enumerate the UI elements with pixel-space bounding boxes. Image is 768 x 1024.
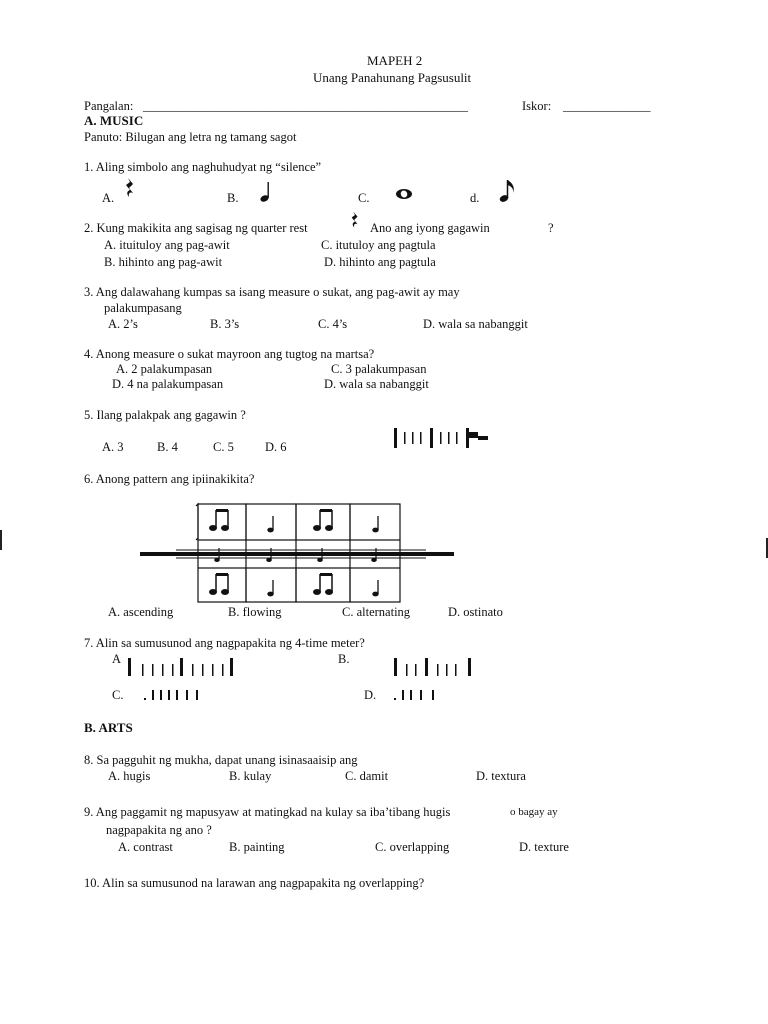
whole-note-icon bbox=[395, 188, 413, 200]
q7-option-d: D. bbox=[364, 688, 377, 702]
q2-option-b: B. hihinto ang pag-awit bbox=[104, 255, 223, 269]
quarter-rest-icon bbox=[350, 210, 360, 230]
question-10: 10. Alin sa sumusunod na larawan ang nagpapakita ng overlapping? bbox=[84, 876, 425, 890]
q1-option-d: d. bbox=[470, 191, 480, 205]
rhythm-sticks-figure bbox=[392, 426, 492, 452]
quarter-note-icon bbox=[259, 181, 271, 203]
name-line: ____________________________________________________ bbox=[143, 99, 468, 113]
q7-option-b: B. bbox=[338, 652, 350, 666]
q7-option-a: A bbox=[112, 652, 122, 666]
q6-option-c: C. alternating bbox=[342, 605, 411, 619]
section-b-title: B. ARTS bbox=[84, 720, 133, 735]
question-6: 6. Anong pattern ang ipiinakikita? bbox=[84, 472, 255, 486]
question-9: 9. Ang paggamit ng mapusyaw at matingkad na kulay sa iba’tibang hugis bbox=[84, 805, 451, 819]
document-subtitle: Unang Panahunang Pagsusulit bbox=[313, 70, 472, 85]
q7-rhythm-a bbox=[126, 656, 238, 678]
q6-option-d: D. ostinato bbox=[448, 605, 503, 619]
question-3: 3. Ang dalawahang kumpas sa isang measure o sukat, ang pag-awit ay may bbox=[84, 285, 460, 299]
q3-option-c: C. 4’s bbox=[318, 317, 348, 331]
q8-option-b: B. kulay bbox=[229, 769, 272, 783]
q2-option-c: C. itutuloy ang pagtula bbox=[321, 238, 436, 252]
question-9-continued: nagpapakita ng ano ? bbox=[106, 823, 212, 837]
question-4: 4. Anong measure o sukat mayroon ang tugtog na martsa? bbox=[84, 347, 375, 361]
q4-option-c: C. 3 palakumpasan bbox=[331, 362, 427, 376]
instructions: Panuto: Bilugan ang letra ng tamang sagot bbox=[84, 130, 297, 144]
q7-rhythm-d bbox=[392, 686, 442, 702]
q7-rhythm-b bbox=[392, 656, 476, 678]
name-label: Pangalan: bbox=[84, 99, 134, 113]
section-a-title: A. MUSIC bbox=[84, 113, 144, 128]
document-title: MAPEH 2 bbox=[367, 53, 423, 68]
q1-option-a: A. bbox=[102, 191, 115, 205]
quarter-rest-icon bbox=[124, 177, 136, 199]
q1-option-b: B. bbox=[227, 191, 239, 205]
q9-option-d: D. texture bbox=[519, 840, 569, 854]
q8-option-c: C. damit bbox=[345, 769, 389, 783]
page-edge-mark-left bbox=[0, 530, 2, 550]
question-5: 5. Ilang palakpak ang gagawin ? bbox=[84, 408, 246, 422]
question-3-continued: palakumpasang bbox=[104, 301, 182, 315]
question-2-continued: Ano ang iyong gagawin bbox=[370, 221, 490, 235]
q1-option-c: C. bbox=[358, 191, 370, 205]
q3-option-d: D. wala sa nabanggit bbox=[423, 317, 528, 331]
q4-option-d-left: D. 4 na palakumpasan bbox=[112, 377, 224, 391]
q4-option-d: D. wala sa nabanggit bbox=[324, 377, 429, 391]
q9-option-a: A. contrast bbox=[118, 840, 173, 854]
q6-option-a: A. ascending bbox=[108, 605, 174, 619]
pattern-figure bbox=[136, 498, 458, 608]
q5-option-d: D. 6 bbox=[265, 440, 287, 454]
question-1: 1. Aling simbolo ang naghuhudyat ng “silence” bbox=[84, 160, 322, 174]
score-line: ______________ bbox=[563, 99, 651, 113]
score-label: Iskor: bbox=[522, 99, 552, 113]
question-2-mark: ? bbox=[548, 221, 554, 235]
q7-rhythm-c bbox=[142, 686, 202, 702]
question-9-small: o bagay ay bbox=[510, 806, 558, 818]
q4-option-a: A. 2 palakumpasan bbox=[116, 362, 213, 376]
q2-option-a: A. ituituloy ang pag-awit bbox=[104, 238, 230, 252]
q6-option-b: B. flowing bbox=[228, 605, 282, 619]
question-8: 8. Sa pagguhit ng mukha, dapat unang isinasaaisip ang bbox=[84, 753, 358, 767]
q2-option-d: D. hihinto ang pagtula bbox=[324, 255, 436, 269]
q5-option-c: C. 5 bbox=[213, 440, 234, 454]
q3-option-b: B. 3’s bbox=[210, 317, 240, 331]
q9-option-b: B. painting bbox=[229, 840, 285, 854]
eighth-note-icon bbox=[498, 178, 518, 204]
q7-option-c: C. bbox=[112, 688, 124, 702]
q9-option-c: C. overlapping bbox=[375, 840, 450, 854]
q8-option-d: D. textura bbox=[476, 769, 526, 783]
q5-option-a: A. 3 bbox=[102, 440, 124, 454]
q5-option-b: B. 4 bbox=[157, 440, 178, 454]
question-2: 2. Kung makikita ang sagisag ng quarter rest bbox=[84, 221, 308, 235]
question-7: 7. Alin sa sumusunod ang nagpapakita ng 4-time meter? bbox=[84, 636, 365, 650]
q8-option-a: A. hugis bbox=[108, 769, 151, 783]
q3-option-a: A. 2’s bbox=[108, 317, 138, 331]
